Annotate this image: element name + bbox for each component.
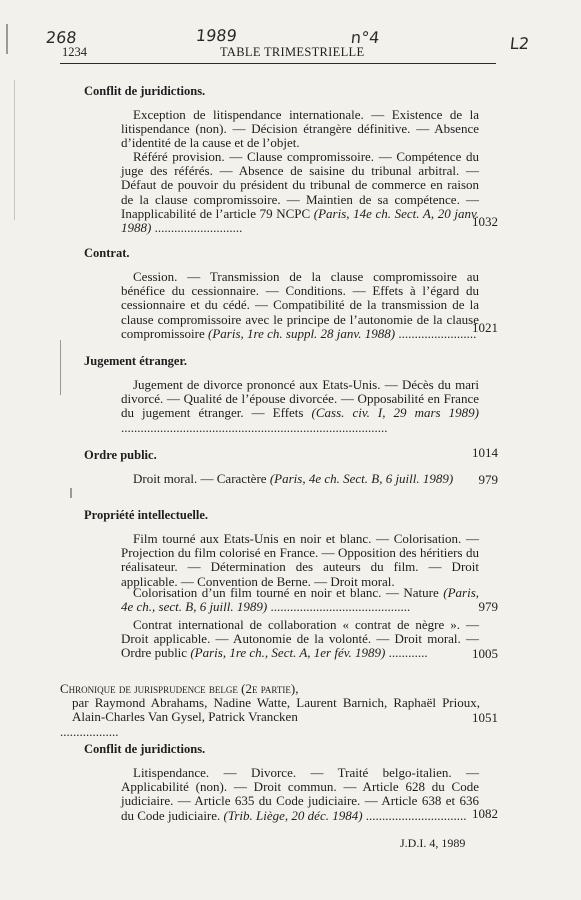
margin-mark (14, 80, 15, 220)
section-heading: Contrat. (84, 246, 130, 260)
entry-text: Litispendance. — Divorce. — Traité belgo-italien. — Applicabilité (non). — Droit commun. — Article 628 du Code judiciaire. — Article 635 du Code judiciaire. — Article 638 et 636 du Code judiciaire. (121, 765, 479, 823)
entry-page-number: 979 (478, 599, 498, 614)
handwritten-annotation-left: 268 (45, 28, 78, 47)
chronique-title: Chronique de jurisprudence belge (2e partie), (60, 681, 299, 696)
entry-text: Cession. — Transmission de la clause compromissoire au bénéfice du cessionnaire. — Conditions. — Effets à l’égard du cessionnaire et du cédé. — Compatibilité de la transmission de la clause compromissoire avec le principe de l’autonomie de la clause compromissoire (121, 269, 479, 341)
entry-citation: (Paris, 14e ch. Sect. A, 20 janv. 1988) (121, 205, 479, 236)
entry-text: Jugement de divorce prononcé aux Etats-Unis. — Décès du mari divorcé. — Qualité de l’épouse divorcée. — Opposabilité en France du jugement étranger. — Effets (121, 377, 479, 421)
index-entry: Jugement de divorce prononcé aux Etats-Unis. — Décès du mari divorcé. — Qualité de l’épouse divorcée. — Opposabilité en France du jugement étranger. — Effets (Cass. civ. I, 29 mars 1989) .................................................................................. (121, 377, 479, 435)
handwritten-annotation-right: n°4 (350, 28, 381, 47)
entry-citation: (Paris, 4e ch. Sect. B, 6 juill. 1989) (269, 471, 454, 486)
entry-citation: (Paris, 1re ch. suppl. 28 janv. 1988) (208, 325, 396, 341)
section-heading: Conflit de juridictions. (84, 84, 206, 98)
section-heading: Conflit de juridictions. (84, 742, 206, 756)
header-rule (60, 63, 496, 64)
margin-mark (70, 488, 72, 498)
journal-reference: J.D.I. 4, 1989 (400, 836, 466, 850)
entry-page-number: 979 (478, 472, 498, 487)
index-entry: Cession. — Transmission de la clause compromissoire au bénéfice du cessionnaire. — Conditions. — Effets à l’égard du cessionnaire et du cédé. — Compatibilité de la transmission de la clause compromissoire avec le principe de l’autonomie de la clause compromissoire (Paris, 1re ch. suppl. 28 janv. 1988) ........................ (121, 269, 479, 341)
entry-text: Film tourné aux Etats-Unis en noir et blanc. — Colorisation. — Projection du film colorisé en France. — Opposition des héritiers du réalisateur. — Détermination des auteurs du film. — Droit applicable. — Convention de Berne. — Droit moral. (121, 531, 479, 589)
section-heading: Jugement étranger. (84, 354, 187, 368)
index-entry (121, 532, 479, 589)
index-entry: Colorisation d’un film tourné en noir et blanc. — Nature (Paris, 4e ch., sect. B, 6 juill. 1989) ........................................... (121, 585, 479, 615)
running-title: TABLE TRIMESTRIELLE (220, 45, 365, 59)
entry-page-number: 1051 (472, 710, 498, 725)
index-entry: Référé provision. — Clause compromissoire. — Compétence du juge des référés. — Absence de saisine du tribunal arbitral. — Défaut de pouvoir du président du tribunal de commerce en raison de la clause compromissoire. — Maintien de sa compétence. — Inapplicabilité de l’article 79 NCPC (Paris, 14e ch. Sect. A, 20 janv. 1988) ........................... (121, 149, 479, 236)
entry-page-number: 1005 (472, 646, 498, 661)
section-heading: Propriété intellectuelle. (84, 508, 209, 522)
entry-citation: (Paris, 4e ch., sect. B, 6 juill. 1989) (121, 585, 479, 615)
entry-page-number: 1032 (472, 214, 498, 229)
entry-citation: (Trib. Liège, 20 déc. 1984) (223, 807, 363, 823)
entry-text: Droit moral. — Caractère (133, 471, 267, 486)
handwritten-annotation-center: 1989 (195, 26, 238, 45)
chronique-authors: par Raymond Abrahams, Nadine Watte, Laurent Barnich, Raphaël Prioux, Alain-Charles Van Gysel, Patrick Vrancken (72, 695, 480, 725)
section-heading: Ordre public. (84, 448, 157, 462)
entry-text: Exception de litispendance internationale. — Existence de la litispendance (non). — Décision étrangère définitive. — Absence d’identité de la cause et de l’objet. (121, 107, 479, 151)
index-entry: Litispendance. — Divorce. — Traité belgo-italien. — Applicabilité (non). — Droit commun. — Article 628 du Code judiciaire. — Article 635 du Code judiciaire. — Article 638 et 636 du Code judiciaire. (Trib. Liège, 20 déc. 1984) ............................... (121, 765, 479, 823)
margin-mark (60, 340, 61, 395)
handwritten-annotation-corner: L2 (509, 34, 531, 53)
entry-text: Colorisation d’un film tourné en noir et blanc. — Nature (133, 585, 439, 600)
entry-page-number: 1021 (472, 320, 498, 335)
entry-citation: (Paris, 1re ch., Sect. A, 1er fév. 1989) (190, 645, 386, 661)
margin-mark (6, 24, 8, 54)
entry-text: Référé provision. — Clause compromissoire. — Compétence du juge des référés. — Absence de saisine du tribunal arbitral. — Défaut de pouvoir du président du tribunal de commerce en raison de la clause compromissoire. — Maintien de sa compétence. — Inapplicabilité de l’article 79 NCPC (121, 149, 479, 221)
entry-text: Contrat international de collaboration « contrat de nègre ». — Droit applicable. — Autonomie de la volonté. — Droit moral. — Ordre public (121, 617, 479, 661)
index-entry (121, 108, 479, 151)
index-entry (121, 472, 479, 486)
entry-citation: (Cass. civ. I, 29 mars 1989) (311, 405, 479, 421)
page-number: 1234 (62, 45, 87, 59)
index-entry: Contrat international de collaboration « contrat de nègre ». — Droit applicable. — Autonomie de la volonté. — Droit moral. — Ordre public (Paris, 1re ch., Sect. A, 1er fév. 1989) ............ (121, 617, 479, 661)
chronique-entry: Chronique de jurisprudence belge (2e partie), par Raymond Abrahams, Nadine Watte, Laurent Barnich, Raphaël Prioux, Alain-Charles Van Gysel, Patrick Vrancken .................. (60, 681, 480, 739)
entry-page-number: 1082 (472, 806, 498, 821)
entry-page-number: 1014 (472, 445, 498, 460)
